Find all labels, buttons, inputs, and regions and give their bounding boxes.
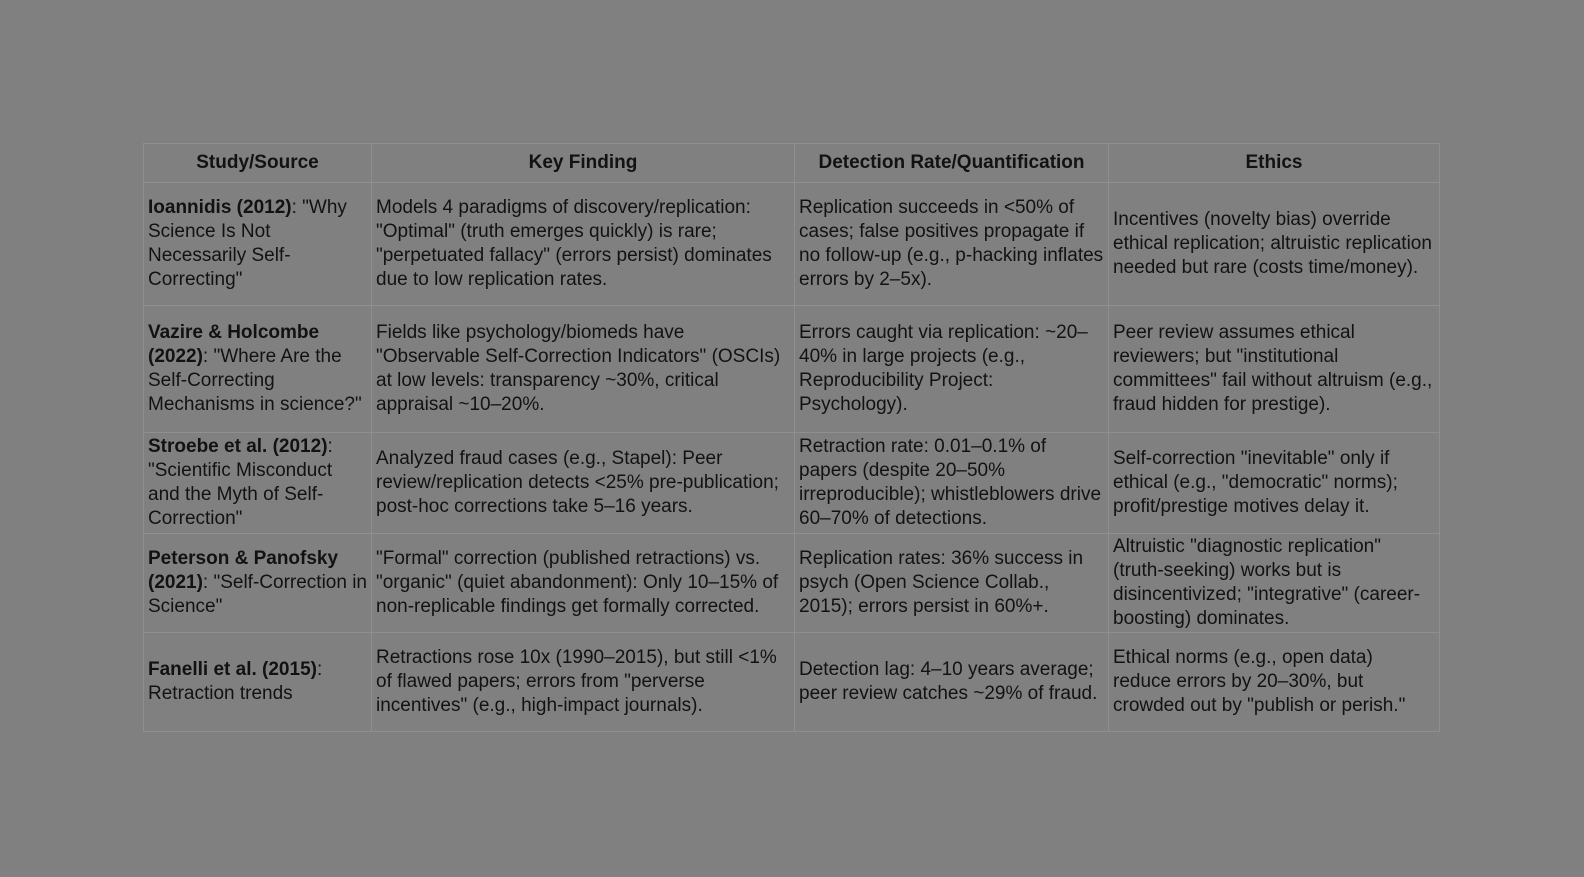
source-citation: Peterson & Panofsky (2021) bbox=[148, 548, 339, 593]
cell-source bbox=[144, 183, 372, 306]
table-header bbox=[144, 144, 1440, 183]
comparison-table-container bbox=[143, 143, 1439, 732]
cell-finding: "Formal" correction (published retractions) vs. "organic" (quiet abandonment): Only 10–15% of non-replicable findings get formally corrected. bbox=[372, 534, 795, 633]
table-body bbox=[144, 183, 1440, 732]
cell-source bbox=[144, 633, 372, 732]
cell-finding: Retractions rose 10x (1990–2015), but still <1% of flawed papers; errors from "perverse incentives" (e.g., high-impact journals). bbox=[372, 633, 795, 732]
table-row bbox=[144, 183, 1440, 306]
cell-ethics: Incentives (novelty bias) override ethical replication; altruistic replication needed but rare (costs time/money). bbox=[1109, 183, 1440, 306]
cell-detection: Retraction rate: 0.01–0.1% of papers (despite 20–50% irreproducible); whistleblowers drive 60–70% of detections. bbox=[795, 433, 1109, 534]
header-detection-rate: Detection Rate/Quantification bbox=[795, 144, 1109, 183]
source-title: : "Where Are the Self-Correcting Mechanisms in science?" bbox=[148, 346, 362, 415]
cell-detection: Replication succeeds in <50% of cases; false positives propagate if no follow-up (e.g., p-hacking inflates errors by 2–5x). bbox=[795, 183, 1109, 306]
cell-ethics: Peer review assumes ethical reviewers; but "institutional committees" fail without altruism (e.g., fraud hidden for prestige). bbox=[1109, 306, 1440, 433]
source-title: : Retraction trends bbox=[148, 659, 323, 704]
source-title: : "Self-Correction in Science" bbox=[148, 572, 368, 617]
cell-finding: Analyzed fraud cases (e.g., Stapel): Peer review/replication detects <25% pre-publication; post-hoc corrections take 5–16 years. bbox=[372, 433, 795, 534]
cell-finding: Fields like psychology/biomeds have "Observable Self-Correction Indicators" (OSCIs) at low levels: transparency ~30%, critical appraisal ~10–20%. bbox=[372, 306, 795, 433]
cell-ethics: Altruistic "diagnostic replication" (truth-seeking) works but is disincentivized; "integrative" (career-boosting) dominates. bbox=[1109, 534, 1440, 633]
cell-source bbox=[144, 433, 372, 534]
table-row bbox=[144, 306, 1440, 433]
cell-source bbox=[144, 534, 372, 633]
source-citation: Stroebe et al. (2012) bbox=[148, 436, 328, 457]
cell-ethics: Self-correction "inevitable" only if ethical (e.g., "democratic" norms); profit/prestige motives delay it. bbox=[1109, 433, 1440, 534]
source-citation: Vazire & Holcombe (2022) bbox=[148, 322, 320, 367]
table-row bbox=[144, 534, 1440, 633]
cell-finding: Models 4 paradigms of discovery/replication: "Optimal" (truth emerges quickly) is rare; "perpetuated fallacy" (errors persist) dominates due to low replication rates. bbox=[372, 183, 795, 306]
source-citation: Ioannidis (2012) bbox=[148, 197, 292, 218]
self-correction-table bbox=[143, 143, 1440, 732]
source-title: : "Scientific Misconduct and the Myth of Self-Correction" bbox=[148, 436, 333, 529]
header-row bbox=[144, 144, 1440, 183]
table-row bbox=[144, 433, 1440, 534]
cell-detection: Detection lag: 4–10 years average; peer review catches ~29% of fraud. bbox=[795, 633, 1109, 732]
table-row bbox=[144, 633, 1440, 732]
cell-detection: Replication rates: 36% success in psych (Open Science Collab., 2015); errors persist in 60%+. bbox=[795, 534, 1109, 633]
header-study-source: Study/Source bbox=[144, 144, 372, 183]
cell-ethics: Ethical norms (e.g., open data) reduce errors by 20–30%, but crowded out by "publish or perish." bbox=[1109, 633, 1440, 732]
cell-detection: Errors caught via replication: ~20–40% in large projects (e.g., Reproducibility Project: Psychology). bbox=[795, 306, 1109, 433]
header-ethics: Ethics bbox=[1109, 144, 1440, 183]
header-key-finding: Key Finding bbox=[372, 144, 795, 183]
source-citation: Fanelli et al. (2015) bbox=[148, 659, 317, 680]
cell-source bbox=[144, 306, 372, 433]
source-title: : "Why Science Is Not Necessarily Self-Correcting" bbox=[148, 197, 347, 290]
